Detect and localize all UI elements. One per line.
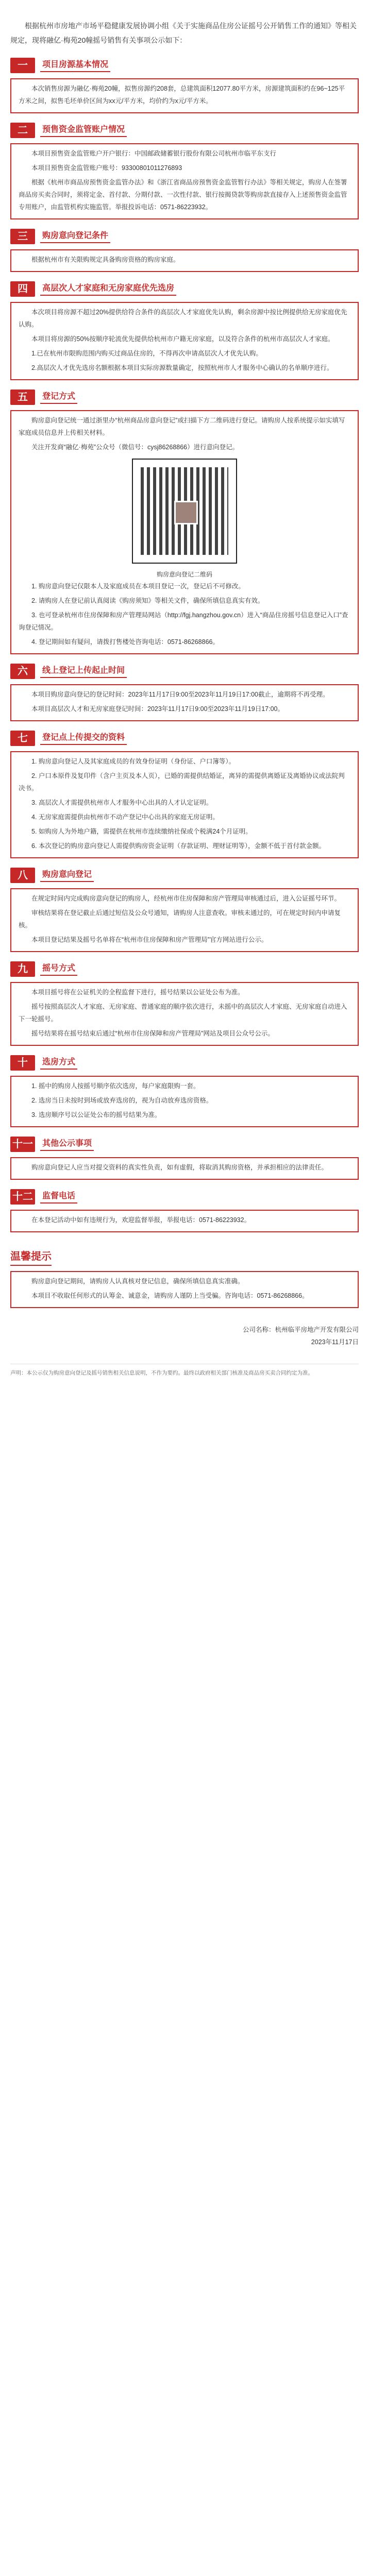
section-paragraph: 本项目高层次人才和无房家庭登记时间：2023年11月17日9:00至2023年11月19日17:00。 [31,705,284,713]
section-paragraph: 本次项目将房源不超过20%提供给符合条件的高层次人才家庭优先认购，剩余房源中按比例提供给无房家庭优先认购。 [19,309,347,328]
intro-text: 根据杭州市房地产市场平稳健康发展协调小组《关于实施商品住房公证摇号公开销售工作的通知》等相关规定，现将融亿·梅苑20幢摇号销售有关事项公示如下： [10,22,357,44]
section-header [10,1055,359,1071]
section-0 [10,58,359,113]
section-number: 四 [10,281,35,297]
section-paragraph: 3. 选房顺序号以公证处公布的摇号结果为准。 [31,1111,161,1118]
section-number: 十一 [10,1137,35,1152]
section-box [10,1157,359,1180]
section-number: 八 [10,868,35,883]
section-number: 七 [10,731,35,746]
section-header [10,229,359,244]
section-header [10,961,359,977]
section-paragraph: 在本登记活动中如有违规行为，欢迎监督举报，举报电话：0571-86223932。 [31,1216,251,1224]
section-box [10,410,359,654]
section-paragraph: 2.高层次人才优先选房名额根据本项目实际房源数量确定，按照杭州市人才服务中心确认的名单顺序进行。 [31,364,333,371]
section-1 [10,123,359,219]
section-title: 登记点上传提交的资料 [40,732,127,745]
section-title: 线上登记上传起止时间 [40,665,127,678]
section-title: 其他公示事项 [40,1138,94,1151]
section-8 [10,961,359,1046]
footer [10,1324,359,1348]
section-4 [10,389,359,654]
section-header [10,281,359,297]
section-paragraph: 2. 户口本原件及复印件（含户主页及本人页），已婚的需提供结婚证，离异的需提供离婚证及离婚协议或法院判决书。 [19,772,345,792]
section-box [10,982,359,1046]
section-title: 摇号方式 [40,962,77,976]
section-box [10,302,359,380]
section-paragraph: 购房意向登记统一通过浙里办“杭州商品房意向登记”或扫描下方二维码进行登记。请购房人按系统提示如实填写家庭成员信息并上传相关材料。 [19,417,345,436]
section-header [10,123,359,138]
section-header [10,868,359,883]
section-paragraph: 本项目摇号将在公证机关的全程监督下进行，摇号结果以公证处公布为准。 [31,989,244,996]
section-paragraph: 本项目预售资金监管账户账号：93300801011276893 [31,164,182,172]
section-paragraph: 1. 购房意向登记人及其家庭成员的有效身份证明（身份证、户口簿等）。 [31,758,236,765]
footer-company: 公司名称：杭州临平房地产开发有限公司 [242,1326,359,1333]
section-number: 九 [10,961,35,977]
section-number: 一 [10,58,35,73]
tips-para-0: 购房意向登记期间，请购房人认真核对登记信息，确保所填信息真实准确。 [31,1278,244,1285]
section-paragraph: 本项目购房意向登记的登记时间：2023年11月17日9:00至2023年11月19日17:00截止，逾期将不再受理。 [31,691,329,698]
tips-header [10,1248,359,1266]
qr-logo-icon [174,501,198,524]
section-number: 二 [10,123,35,138]
section-paragraph: 摇号结果将在摇号结束后通过“杭州市住房保障和房产管理局”网站及项目公众号公示。 [31,1030,274,1037]
section-paragraph: 购房意向登记人应当对提交资料的真实性负责，如有虚假，将取消其购房资格，并承担相应的法律责任。 [31,1164,328,1171]
section-box [10,751,359,858]
section-box [10,1076,359,1127]
section-header [10,1137,359,1152]
section-title: 选房方式 [40,1056,77,1070]
qr-caption: 购房意向登记二维码 [156,571,212,578]
section-box [10,249,359,272]
section-title: 登记方式 [40,391,77,404]
qr-code-pattern [141,467,228,555]
section-paragraph: 3. 也可登录杭州市住房保障和房产管理局网站（http://fgj.hangzhou.gov.cn）进入“商品住房摇号信息登记入口”查询登记情况。 [19,612,348,631]
section-paragraph: 2. 选房当日未按时到场或放弃选房的，视为自动放弃选房资格。 [31,1097,213,1104]
section-number: 六 [10,664,35,679]
section-title: 项目房源基本情况 [40,59,110,72]
section-box [10,684,359,721]
section-6 [10,731,359,858]
section-paragraph: 本项目将房源的50%按顺序轮流优先提供给杭州市户籍无房家庭，以及符合条件的杭州市高层次人才家庭。 [31,335,334,343]
section-paragraph: 根据杭州市有关限购规定具备购房资格的购房家庭。 [31,256,180,263]
section-9 [10,1055,359,1127]
section-paragraph: 关注开发商“融亿·梅苑”公众号（微信号：cysj86268866）进行意向登记。 [31,444,239,451]
section-title: 购房意向登记条件 [40,230,110,243]
section-paragraph: 本项目登记结果及摇号名单将在“杭州市住房保障和房产管理局”官方网站进行公示。 [31,936,268,943]
section-number: 五 [10,389,35,405]
section-paragraph: 1. 摇中的购房人按摇号顺序依次选房，每户家庭限购一套。 [31,1082,200,1090]
section-5 [10,664,359,721]
section-paragraph: 4. 无房家庭需提供由杭州市不动产登记中心出具的家庭无房证明。 [31,814,219,821]
section-title: 购房意向登记 [40,869,94,882]
section-box [10,143,359,219]
section-7 [10,868,359,952]
tips-para-1: 本项目不收取任何形式的认筹金、诚意金，请购房人谨防上当受骗。咨询电话：0571-86268866。 [31,1292,309,1299]
qr-code-image [132,459,237,564]
section-paragraph: 在规定时间内完成购房意向登记的购房人，经杭州市住房保障和房产管理局审核通过后，进入公证摇号环节。 [31,895,341,902]
section-paragraph: 6. 本次登记的购房意向登记人需提供购房资金证明（存款证明、理财证明等），金额不低于首付款金额。 [31,842,326,850]
section-paragraph: 摇号按照高层次人才家庭、无房家庭、普通家庭的顺序依次进行，未摇中的高层次人才家庭、无房家庭自动进入下一轮摇号。 [19,1003,347,1023]
section-paragraph: 4. 登记期间如有疑问，请拨打售楼处咨询电话：0571-86268866。 [31,638,219,646]
section-header [10,389,359,405]
section-10 [10,1137,359,1180]
section-number: 十 [10,1055,35,1071]
section-paragraph: 1.已在杭州市限购范围内购买过商品住房的，不得再次申请高层次人才优先认购。 [31,350,262,357]
section-paragraph: 2. 请购房人在登记前认真阅读《购房须知》等相关文件，确保所填信息真实有效。 [31,597,264,604]
section-paragraph: 审核结果将在登记截止后通过短信及公众号通知，请购房人注意查收。审核未通过的，可在规定时间内申请复核。 [19,909,341,929]
tips-title: 温馨提示 [10,1248,52,1266]
section-number: 三 [10,229,35,244]
section-3 [10,281,359,380]
section-header [10,731,359,746]
section-paragraph: 5. 如购房人为外地户籍，需提供在杭州市连续缴纳社保或个税满24个月证明。 [31,828,252,835]
section-box [10,78,359,113]
section-header [10,1189,359,1205]
section-11 [10,1189,359,1232]
section-paragraph: 根据《杭州市商品房预售资金监管办法》和《浙江省商品房预售资金监管暂行办法》等相关规定，购房人在签署商品房买卖合同时，须将定金、首付款、分期付款、一次性付款、银行按揭贷款等购房款直接存入上述预售资金监管专用账户，由监管机构实施监管。举报投诉电话：0571-86223932。 [19,179,347,211]
tips-box [10,1271,359,1308]
section-paragraph: 3. 高层次人才需提供杭州市人才服务中心出具的人才认定证明。 [31,799,213,806]
section-paragraph: 本项目预售资金监管账户开户银行：中国邮政储蓄银行股份有限公司杭州市临平东支行 [31,150,277,157]
section-header [10,58,359,73]
section-number: 十二 [10,1189,35,1205]
disclaimer: 声明：本公示仅为购房意向登记及摇号销售相关信息说明，不作为要约。最终以政府相关部门核准及商品房买卖合同约定为准。 [10,1364,359,1378]
sections-container [10,58,359,1232]
section-header [10,664,359,679]
section-title: 高层次人才家庭和无房家庭优先选房 [40,282,176,296]
section-box [10,1210,359,1232]
section-box [10,888,359,952]
section-title: 监督电话 [40,1190,77,1204]
section-paragraph: 本次销售房源为融亿·梅苑20幢，拟售房源约208套，总建筑面积12077.80平方米，房源建筑面积约在96~125平方米之间，拟售毛坯单价区间为xx元/平方米，均价约为x元/平方米。 [19,85,345,105]
section-paragraph: 1. 购房意向登记仅限本人及家庭成员在本项目登记一次，登记后不可修改。 [31,583,245,590]
footer-date: 2023年11月17日 [311,1338,359,1346]
section-title: 预售资金监管账户情况 [40,124,127,137]
section-2 [10,229,359,272]
